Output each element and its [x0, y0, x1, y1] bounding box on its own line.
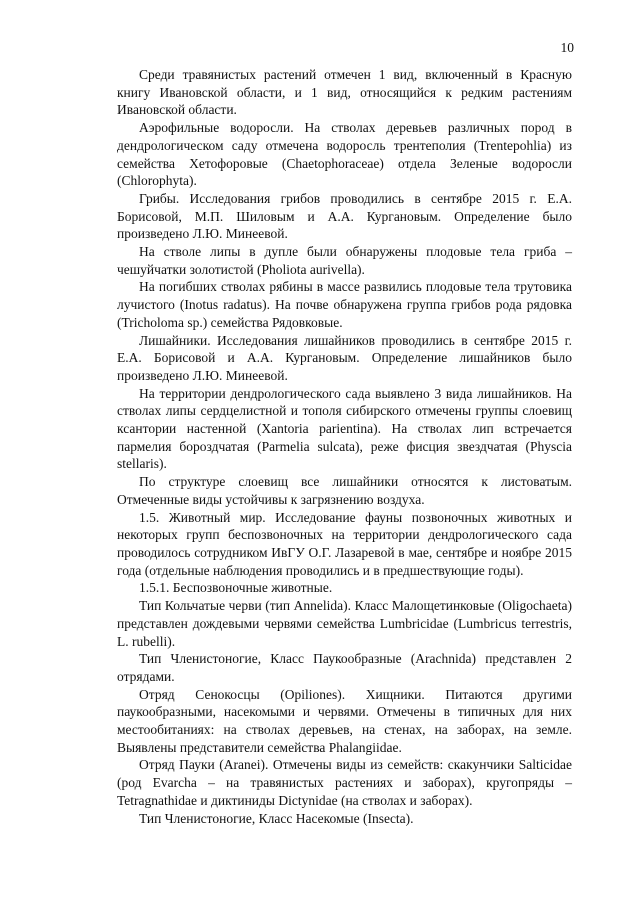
- paragraph-lichen-species: На территории дендрологического сада выявлено 3 вида лишайников. На стволах липы сердцелистной и тополя сибирского отмечены группы слоевищ ксантории настенной (Xantoria parientina). На стволах лип встречается пармелия бороздчатая (Parmelia sulcata), реже фисция звездчатая (Physcia stellaris).: [117, 385, 572, 472]
- paragraph-lichens-research: Лишайники. Исследования лишайников проводились в сентябре 2015 г. Е.А. Борисовой и А.А. Кургановым. Определение лишайников было произведено Л.Ю. Минеевой.: [117, 332, 572, 383]
- document-body: [117, 66, 572, 827]
- paragraph-lichen-structure: По структуре слоевищ все лишайники относятся к листоватым. Отмеченные виды устойчивы к загрязнению воздуха.: [117, 474, 572, 507]
- paragraph-arachnida: Тип Членистоногие, Класс Паукообразные (Arachnida) представлен 2 отрядами.: [117, 651, 572, 684]
- paragraph-opiliones: Отряд Сенокосцы (Opiliones). Хищники. Питаются другими паукообразными, насекомыми и червями. Отмечены в типичных для них местообитаниях: на стволах деревьев, на стенах, на заборах, на земле. Выявлены представители семейства Phalangiidae.: [117, 686, 572, 755]
- paragraph-aerophilic-algae: Аэрофильные водоросли. На стволах деревьев различных пород в дендрологическом саду отмечена водоросль трентеполия (Trentepohlia) из семейства Хетофоровые (Chaetophoraceae) отдела Зеленые водоросли (Chlorophyta).: [117, 120, 572, 189]
- paragraph-fauna: 1.5. Животный мир. Исследование фауны позвоночных животных и некоторых групп беспозвоночных на территории дендрологического сада проводилось сотрудником ИвГУ О.Г. Лазаревой в мае, сентябре и ноябре 2015 года (отдельные наблюдения проводились и в предшествующие годы).: [117, 509, 572, 578]
- paragraph-fungi-research: Грибы. Исследования грибов проводились в сентябре 2015 г. Е.А. Борисовой, М.П. Шиловым и А.А. Кургановым. Определение было произведено Л.Ю. Минеевой.: [117, 190, 572, 242]
- paragraph-red-book-plants: Среди травянистых растений отмечен 1 вид, включенный в Красную книгу Ивановской области, и 1 вид, относящийся к редким растениям Ивановской области.: [117, 67, 572, 118]
- paragraph-inotus: На погибших стволах рябины в массе развились плодовые тела трутовика лучистого (Inotus radatus). На почве обнаружена группа грибов рода рядовка (Tricholoma sp.) семейства Рядовковые.: [117, 279, 572, 330]
- paragraph-invertebrates-heading: 1.5.1. Беспозвоночные животные.: [139, 580, 333, 596]
- paragraph-annelida: Тип Кольчатые черви (тип Annelida). Класс Малощетинковые (Oligochaeta) представлен дождевыми червями семейства Lumbricidae (Lumbricus terrestris, L. rubelli).: [117, 598, 572, 649]
- paragraph-pholiota: На стволе липы в дупле были обнаружены плодовые тела гриба – чешуйчатки золотистой (Pholiota aurivella).: [117, 244, 572, 277]
- paragraph-aranei: Отряд Пауки (Aranei). Отмечены виды из семейств: скакунчики Salticidae (род Evarcha – на травянистых растениях и заборах), кругопряды – Tetragnathidae и диктиниды Dictynidae (на стволах и заборах).: [117, 757, 572, 808]
- page-number: 10: [560, 40, 574, 55]
- paragraph-insecta: Тип Членистоногие, Класс Насекомые (Insecta).: [139, 810, 414, 826]
